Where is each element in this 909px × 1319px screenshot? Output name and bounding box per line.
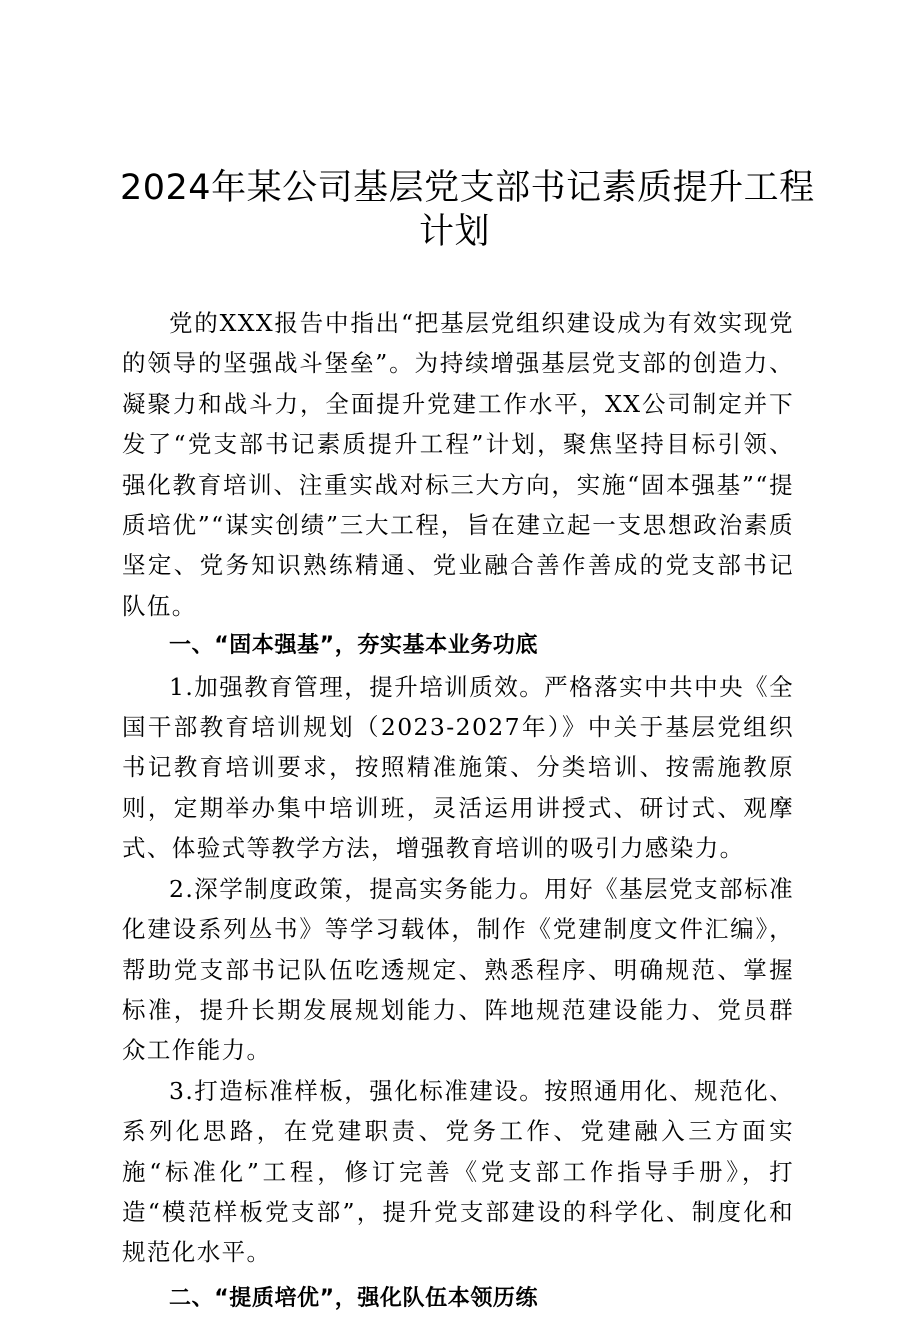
intro-paragraph: 党的XXX报告中指出“把基层党组织建设成为有效实现党的领导的坚强战斗堡垒”。为持续增强基层党支部的创造力、凝聚力和战斗力，全面提升党建工作水平，XX公司制定并下发了“党支部书记素质提升工程”计划，聚焦坚持目标引领、强化教育培训、注重实战对标三大方向，实施“固本强基”“提质培优”“谋实创绩”三大工程，旨在建立起一支思想政治素质坚定、党务知识熟练精通、党业融合善作善成的党支部书记队伍。 (122, 309, 794, 620)
document-title-line-1: 2024年某公司基层党支部书记素质提升工程 (120, 168, 815, 208)
section-1-item-1: 1.加强教育管理，提升培训质效。严格落实中共中央《全国干部教育培训规划（2023-2027年）》中关于基层党组织书记教育培训要求，按照精准施策、分类培训、按需施教原则，定期举办集中培训班，灵活运用讲授式、研讨式、观摩式、体验式等教学方法，增强教育培训的吸引力感染力。 (122, 672, 794, 863)
document-title-line-2: 计划 (418, 212, 490, 252)
section-1-item-3: 3.打造标准样板，强化标准建设。按照通用化、规范化、系列化思路，在党建职责、党务工作、党建融入三方面实施“标准化”工程，修订完善《党支部工作指导手册》，打造“模范样板党支部”，提升党支部建设的科学化、制度化和规范化水平。 (122, 1076, 794, 1267)
section-2-heading: 二、“提质培优”，强化队伍本领历练 (169, 1285, 539, 1311)
document-body (122, 303, 794, 1319)
section-1-heading: 一、“固本强基”，夯实基本业务功底 (169, 633, 539, 659)
section-1-item-2: 2.深学制度政策，提高实务能力。用好《基层党支部标准化建设系列丛书》等学习载体，制作《党建制度文件汇编》，帮助党支部书记队伍吃透规定、熟悉程序、明确规范、掌握标准，提升长期发展规划能力、阵地规范建设能力、党员群众工作能力。 (122, 874, 794, 1065)
